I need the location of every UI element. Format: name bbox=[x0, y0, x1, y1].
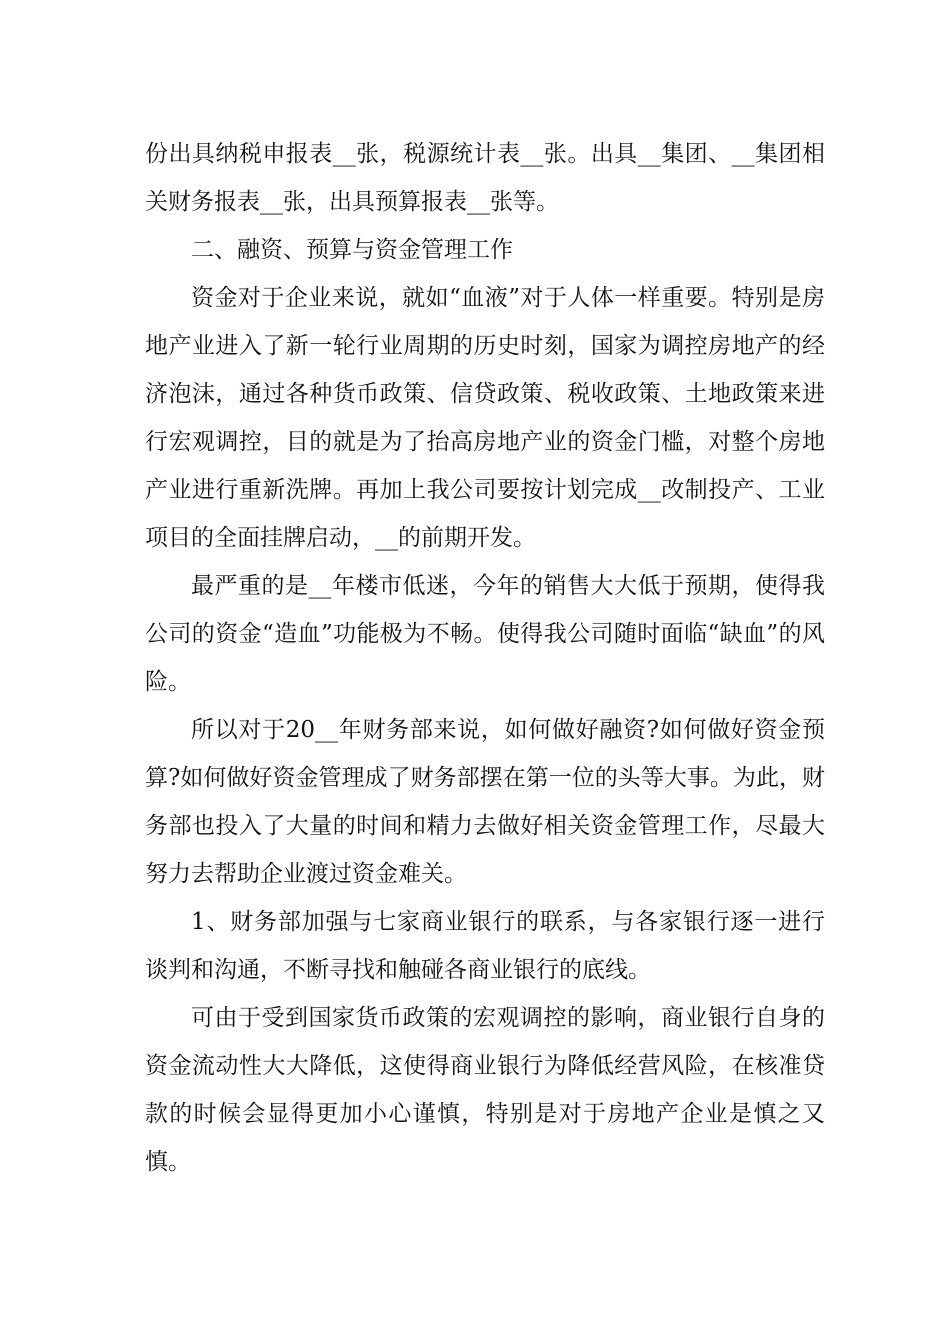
paragraph-continuation: 份出具纳税申报表__张，税源统计表__张。出具__集团、__集团相关财务报表__张，出具预算报表__张等。 bbox=[145, 141, 825, 215]
paragraph: 所以对于20__年财务部来说，如何做好融资?如何做好资金预算?如何做好资金管理成了财务部摆在第一位的头等大事。为此，财务部也投入了大量的时间和精力去做好相关资金管理工作，尽最大努力去帮助企业渡过资金难关。 bbox=[145, 717, 825, 887]
paragraph: 资金对于企业来说，就如“血液”对于人体一样重要。特别是房地产业进入了新一轮行业周期的历史时刻，国家为调控房地产的经济泡沫，通过各种货币政策、信贷政策、税收政策、土地政策来进行宏观调控，目的就是为了抬高房地产业的资金门槛，对整个房地产业进行重新洗牌。再加上我公司要按计划完成__改制投产、工业项目的全面挂牌启动，__的前期开发。 bbox=[145, 285, 825, 551]
document-body bbox=[145, 130, 825, 1186]
section-heading: 二、融资、预算与资金管理工作 bbox=[191, 237, 513, 263]
list-item: 1、财务部加强与七家商业银行的联系，与各家银行逐一进行谈判和沟通，不断寻找和触碰各商业银行的底线。 bbox=[145, 909, 825, 983]
paragraph: 最严重的是__年楼市低迷，今年的销售大大低于预期，使得我公司的资金“造血”功能极为不畅。使得我公司随时面临“缺血”的风险。 bbox=[145, 573, 825, 695]
paragraph: 可由于受到国家货币政策的宏观调控的影响，商业银行自身的资金流动性大大降低，这使得商业银行为降低经营风险，在核准贷款的时候会显得更加小心谨慎，特别是对于房地产企业是慎之又慎。 bbox=[145, 1005, 825, 1175]
